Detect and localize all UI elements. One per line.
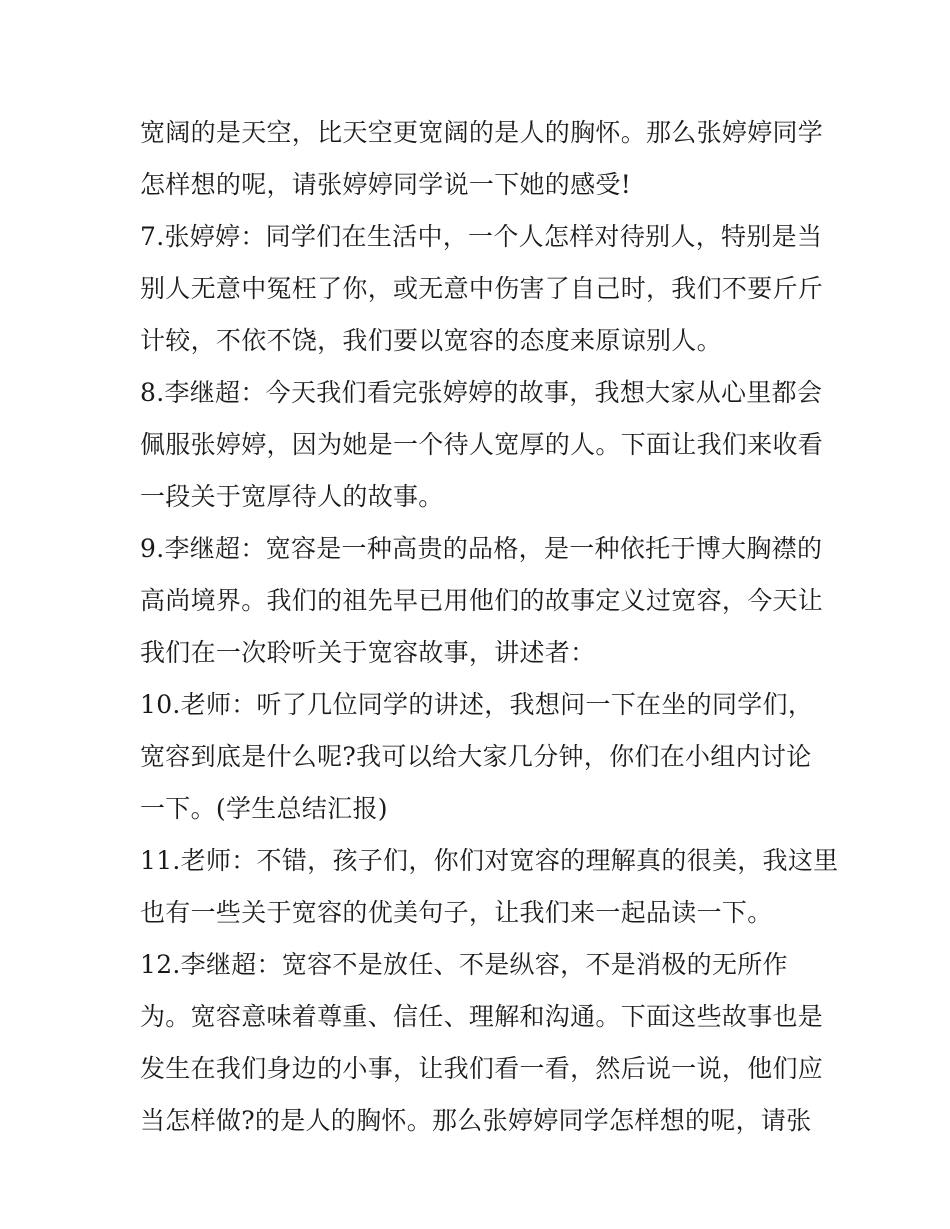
text-line: 11.老师：不错，孩子们，你们对宽容的理解真的很美，我这里	[140, 846, 839, 875]
text-line: 当怎样做?的是人的胸怀。那么张婷婷同学怎样想的呢，请张	[140, 1106, 812, 1135]
text-line: 宽容到底是什么呢?我可以给大家几分钟，你们在小组内讨论	[140, 742, 812, 771]
text-line: 9.李继超：宽容是一种高贵的品格，是一种依托于博大胸襟的	[140, 534, 823, 563]
text-line: 10.老师：听了几位同学的讲述，我想问一下在坐的同学们，	[140, 690, 814, 719]
text-line: 8.李继超：今天我们看完张婷婷的故事，我想大家从心里都会	[140, 378, 823, 407]
text-line: 宽阔的是天空，比天空更宽阔的是人的胸怀。那么张婷婷同学	[140, 118, 824, 147]
text-line: 一下。(学生总结汇报)	[140, 794, 388, 823]
text-line: 高尚境界。我们的祖先早已用他们的故事定义过宽容，今天让	[140, 586, 824, 615]
text-line: 为。宽容意味着尊重、信任、理解和沟通。下面这些故事也是	[140, 1002, 824, 1031]
text-line: 发生在我们身边的小事，让我们看一看，然后说一说，他们应	[140, 1054, 824, 1083]
text-line: 计较，不依不饶，我们要以宽容的态度来原谅别人。	[140, 326, 722, 355]
text-line: 12.李继超：宽容不是放任、不是纵容，不是消极的无所作	[140, 950, 788, 979]
text-line: 我们在一次聆听关于宽容故事，讲述者：	[140, 638, 596, 667]
text-line: 7.张婷婷：同学们在生活中，一个人怎样对待别人，特别是当	[140, 222, 823, 251]
text-line: 别人无意中冤枉了你，或无意中伤害了自己时，我们不要斤斤	[140, 274, 824, 303]
text-line: 一段关于宽厚待人的故事。	[140, 482, 444, 511]
text-line: 也有一些关于宽容的优美句子，让我们来一起品读一下。	[140, 898, 773, 927]
document-body	[140, 107, 839, 1147]
text-line: 佩服张婷婷，因为她是一个待人宽厚的人。下面让我们来收看	[140, 430, 824, 459]
text-line: 怎样想的呢，请张婷婷同学说一下她的感受!	[140, 170, 632, 199]
